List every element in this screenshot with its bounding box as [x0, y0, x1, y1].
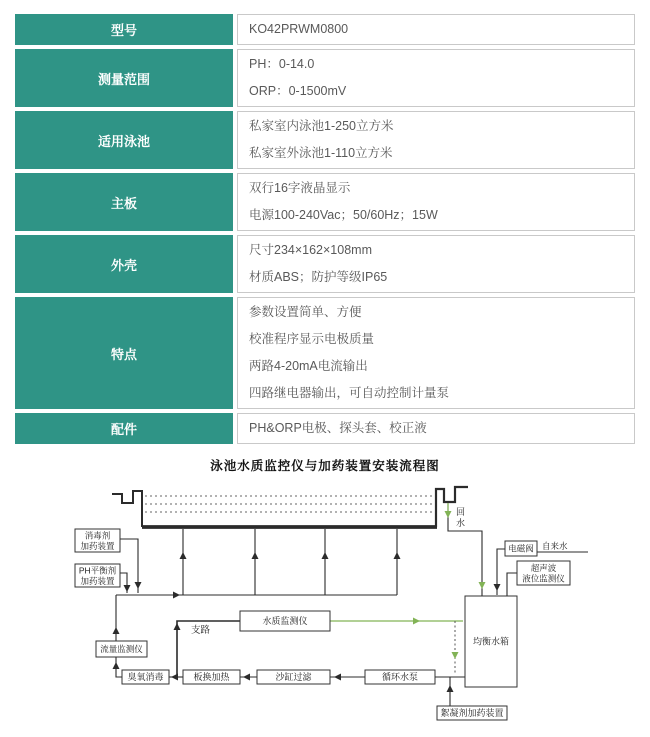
spec-value-line: 尺寸234×162×108mm — [249, 243, 372, 257]
spec-row — [15, 413, 635, 444]
spec-value-line: 材质ABS；防护等级IP65 — [249, 270, 388, 284]
diagram-node-label-flow-monitor: 流量监测仪 — [100, 644, 143, 654]
diagram-title: 泳池水质监控仪与加药装置安装流程图 — [210, 459, 440, 473]
diagram-node-label-ph-balancer-doser: 加药装置 — [80, 575, 115, 586]
diagram-connector — [120, 573, 127, 593]
diagram-node-label-sand-filter: 沙缸过滤 — [275, 672, 312, 682]
spec-value-line: 参数设置简单、方便 — [249, 305, 362, 319]
flow-arrow-icon — [171, 674, 178, 681]
spec-value-line: ORP：0-1500mV — [249, 84, 347, 98]
spec-label: 测量范围 — [15, 49, 233, 107]
spec-value-line: PH：0-14.0 — [249, 57, 315, 71]
flow-arrow-icon — [252, 552, 259, 559]
diagram-node-label-disinfectant-doser: 消毒剂 — [84, 530, 111, 541]
spec-label: 配件 — [15, 413, 233, 444]
spec-row — [15, 49, 635, 107]
diagram-node-label-balance-tank: 均衡水箱 — [472, 636, 510, 647]
spec-row — [15, 297, 635, 409]
flow-arrow-icon — [334, 674, 341, 681]
flow-arrow-icon — [447, 685, 454, 692]
spec-value-line: 电源100-240Vac；50/60Hz；15W — [249, 208, 438, 222]
spec-value — [237, 49, 635, 107]
flow-arrow-icon — [494, 584, 501, 591]
diagram-node-label-solenoid-valve: 电磁阀 — [508, 543, 534, 554]
flow-arrow-icon — [124, 585, 131, 592]
diagram-connector — [112, 491, 142, 527]
branch-label: 支路 — [191, 625, 211, 636]
spec-value-line: 校准程序显示电极质量 — [249, 332, 375, 346]
return-water-label: 回 — [456, 507, 466, 517]
flow-arrow-icon — [113, 627, 120, 634]
diagram-node-label-water-quality-monitor: 水质监测仪 — [262, 616, 308, 626]
flow-arrow-icon — [479, 582, 486, 589]
flow-arrow-icon — [394, 552, 401, 559]
diagram-node-label-ultrasonic-level-monitor: 超声波 — [530, 562, 557, 573]
spec-value-line: 双行16字液晶显示 — [249, 181, 351, 195]
spec-value — [237, 14, 635, 45]
spec-value-line: 私家室外泳池1-110立方米 — [249, 146, 393, 160]
spec-value — [237, 173, 635, 231]
tap-water-label: 自来水 — [542, 541, 568, 551]
spec-label: 型号 — [15, 14, 233, 45]
spec-label: 外壳 — [15, 235, 233, 293]
flow-arrow-icon — [174, 623, 181, 630]
flow-arrow-icon — [135, 582, 142, 589]
spec-label: 主板 — [15, 173, 233, 231]
diagram-node-label-circulation-pump: 循环水泵 — [381, 672, 419, 682]
spec-value — [237, 413, 635, 444]
diagram-node-label-ozone-disinfection: 臭氧消毒 — [127, 672, 164, 682]
spec-value-line: PH&ORP电极、探头套、校正液 — [249, 421, 427, 435]
diagram-node-label-flocculant-doser: 絮凝剂加药装置 — [440, 708, 504, 718]
spec-row — [15, 173, 635, 231]
spec-value-line: 四路继电器输出，可自动控制计量泵 — [249, 386, 450, 400]
spec-value — [237, 111, 635, 169]
spec-value — [237, 297, 635, 409]
diagram-node-label-ph-balancer-doser: PH平衡剂 — [78, 565, 117, 576]
spec-row — [15, 14, 635, 45]
spec-row — [15, 235, 635, 293]
flow-arrow-icon — [180, 552, 187, 559]
flow-arrow-icon — [113, 662, 120, 669]
spec-value-line: KO42PRWM0800 — [249, 22, 349, 36]
return-water-label: 水 — [456, 518, 466, 528]
flow-arrow-icon — [243, 674, 250, 681]
flow-arrow-icon — [452, 652, 459, 659]
installation-flow-diagram — [0, 474, 650, 736]
diagram-connector — [507, 573, 517, 596]
spec-value-line: 私家室内泳池1-250立方米 — [249, 119, 394, 133]
diagram-connector — [120, 539, 138, 593]
diagram-section — [0, 456, 650, 736]
diagram-node-label-heat-exchanger: 板换加热 — [193, 672, 230, 682]
spec-value-line: 两路4-20mA电流输出 — [249, 359, 368, 373]
spec-label: 特点 — [15, 297, 233, 409]
spec-label: 适用泳池 — [15, 111, 233, 169]
spec-value — [237, 235, 635, 293]
flow-arrow-icon — [322, 552, 329, 559]
diagram-node-label-ultrasonic-level-monitor: 液位监测仪 — [522, 573, 565, 584]
diagram-node-label-disinfectant-doser: 加药装置 — [80, 540, 115, 551]
flow-arrow-icon — [445, 511, 452, 518]
flow-arrow-icon — [173, 592, 180, 599]
flow-arrow-icon — [413, 618, 420, 625]
spec-row — [15, 111, 635, 169]
